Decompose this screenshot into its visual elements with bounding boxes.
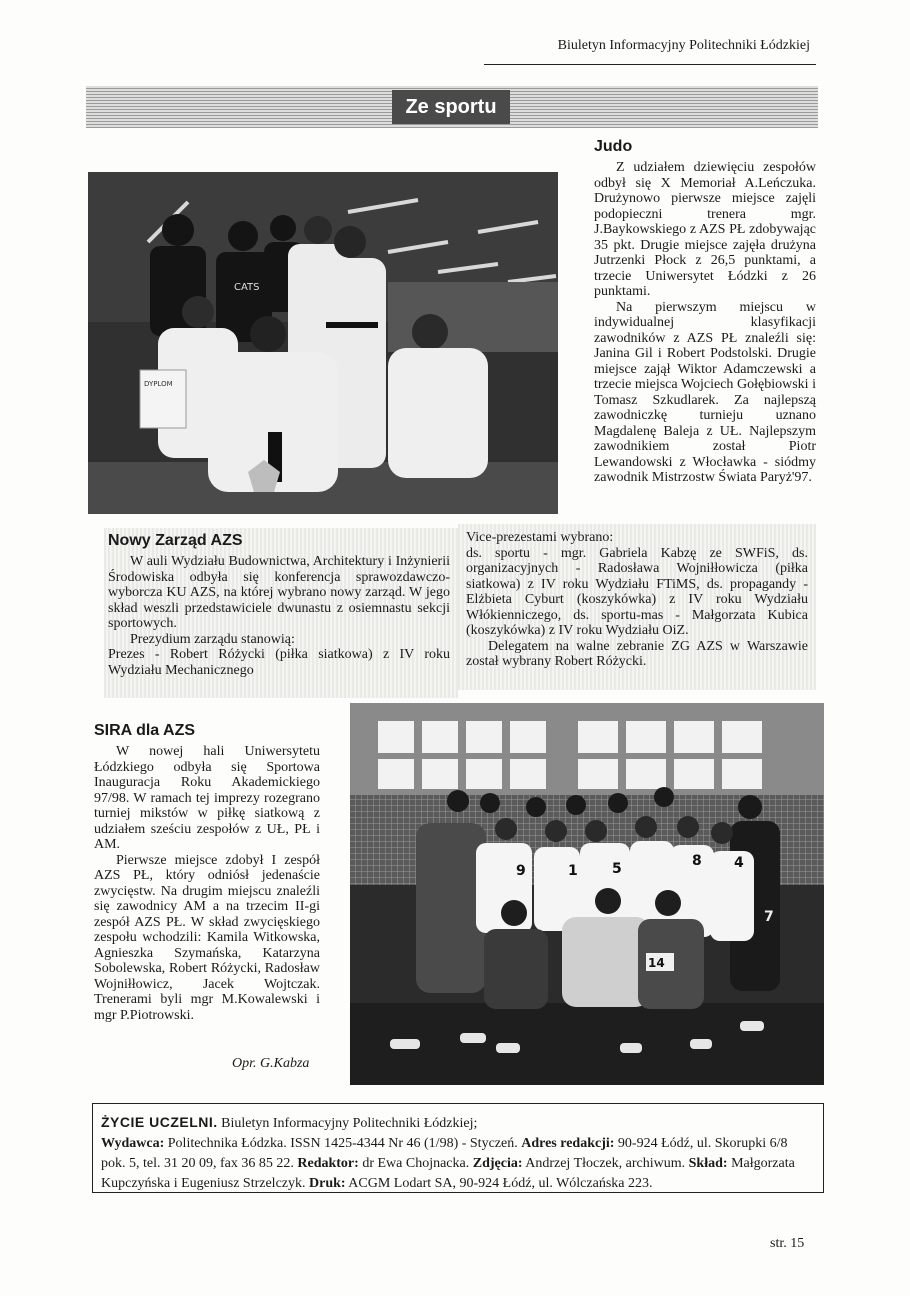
azs-paragraph: Prezydium zarządu stanowią: [130,631,295,647]
photos-value: Andrzej Tłoczek, archiwum. [522,1156,689,1171]
sira-paragraph: W nowej hali Uniwersytetu Łódzkiego odbyła się Sportowa Inauguracja Roku Akademickiego 97/98. W ramach tej imprezy rozegrano turniej mikstów w piłkę siatkową z udziałem sześciu zespołów z UŁ, PŁ i AM. [94,744,320,852]
judo-paragraph: Z udziałem dziewięciu zespołów odbył się X Memoriał A.Leńczuka. Drużynowo pierwsze miejsce zajęli podopieczni trenera mgr. J.Baykowskiego z AZS PŁ zdobywając 35 pkt. Drugie miejsce zajęła drużyna Jutrzenki Płock z 26,5 punktami, a trzecie Uniwersytet Łódzki z 26 punktami. [594,160,816,299]
azs-heading: Nowy Zarząd AZS [108,532,243,549]
page-number: str. 15 [770,1236,805,1251]
sira-author: Opr. G.Kabza [232,1056,310,1071]
editor-label: Redaktor: [297,1156,359,1171]
azs-paragraph: Delegatem na walne zebranie ZG AZS w Warszawie został wybrany Robert Różycki. [466,638,808,669]
azs-paragraph: W auli Wydziału Budownictwa, Architektury i Inżynierii Środowiska odbyła się konferencja sprawozdawczo-wyborcza KU AZS, na której wybrano nowy zarząd. W jego skład weszli przedstawiciele dwunastu z osiemnastu sekcji sportowych. [108,554,450,631]
editor-value: dr Ewa Chojnacka. [358,1156,473,1171]
judo-team-photo [88,172,558,514]
azs-paragraph: Vice-prezestami wybrano: [466,530,614,545]
judo-article [594,160,816,486]
shirt-text: CATS [234,282,260,293]
address-label: Adres redakcji: [521,1136,615,1151]
publisher-value: Politechnika Łódzka. ISSN 1425-4344 Nr 46 (1/98) - Styczeń. [164,1136,522,1151]
sira-heading: SIRA dla AZS [94,722,196,739]
address-value: 90-924 Łódź, ul. Skorupki 6/8 pok. 5, tel. 31 20 09, fax 36 85 22. [101,1136,788,1171]
print-label: Druk: [309,1176,346,1191]
volleyball-team-photo [350,703,824,1085]
masthead-logo: ŻYCIE UCZELNI. [101,1114,218,1130]
masthead-box [92,1103,824,1193]
photos-label: Zdjęcia: [472,1156,523,1171]
typeset-label: Skład: [688,1156,728,1171]
jersey-number: 4 [734,855,744,871]
jersey-number: 14 [648,956,665,970]
header-title: Biuletyn Informacyjny Politechniki Łódzkiej [557,38,810,53]
section-banner-label: Ze sportu [392,90,510,124]
publisher-label: Wydawca: [101,1136,165,1151]
jersey-number: 1 [568,863,578,879]
azs-paragraph: Prezes - Robert Różycki (piłka siatkowa) z IV roku Wydziału Mechanicznego [108,647,450,678]
masthead-title: Biuletyn Informacyjny Politechniki Łódzkiej; [217,1116,478,1131]
sira-article [94,744,320,1023]
jersey-number: 5 [612,861,622,877]
jersey-number: 7 [764,909,774,925]
jersey-number: 8 [692,853,702,869]
typeset-value: Małgorzata Kupczyńska i Eugeniusz Strzelczyk. [101,1156,795,1191]
azs-paragraph: ds. sportu - mgr. Gabriela Kabzę ze SWFiS, ds. organizacyjnych - Radosława Wojniłłowicza (piłka siatkowa) z IV roku Wydziału FTiMS, ds. propagandy - Elżbieta Cyburt (koszykówka) z IV roku Wydziału Włókienniczego, ds. sportu-mas - Małgorzata Kubica (koszykówka) z IV roku Wydziału OiZ. [466,545,808,638]
header-rule [484,64,816,65]
judo-paragraph: Na pierwszym miejscu w indywidualnej klasyfikacji zawodników z AZS PŁ znaleźli się: Janina Gil i Robert Podstolski. Drugie miejsce zajął Wiktor Adamczewski a trzecie miejsca Wojciech Gołębiowski i Tomasz Szkudlarek. Za najlepszą zawodniczkę turnieju uznano Magdalenę Baleja z UŁ. Najlepszym zawodnikiem został Piotr Lewandowski z Włocławka - siódmy zawodnik Mistrzostw Świata Paryż'97. [594,299,816,485]
print-value: ACGM Lodart SA, 90-924 Łódź, ul. Wólczańska 223. [345,1176,653,1191]
judo-heading: Judo [594,138,633,155]
jersey-number: 9 [516,863,526,879]
azs-left-column [108,554,450,678]
diploma-text: DYPLOM [144,380,173,388]
azs-right-column [466,530,808,670]
sira-paragraph: Pierwsze miejsce zdobył I zespół AZS PŁ, który odniósł jedenaście zwycięstw. Na drugim miejscu znaleźli się zawodnicy AM a na trzecim II-gi zespół AZS PŁ. W skład zwycięskiego zespołu wchodzili: Kamila Witkowska, Agnieszka Szymańska, Katarzyna Sobolewska, Robert Różycki, Radosław Wojniłłowicz, Jacek Wojtczak. Trenerami byli mgr M.Kowalewski i mgr P.Piotrowski. [94,852,320,1023]
